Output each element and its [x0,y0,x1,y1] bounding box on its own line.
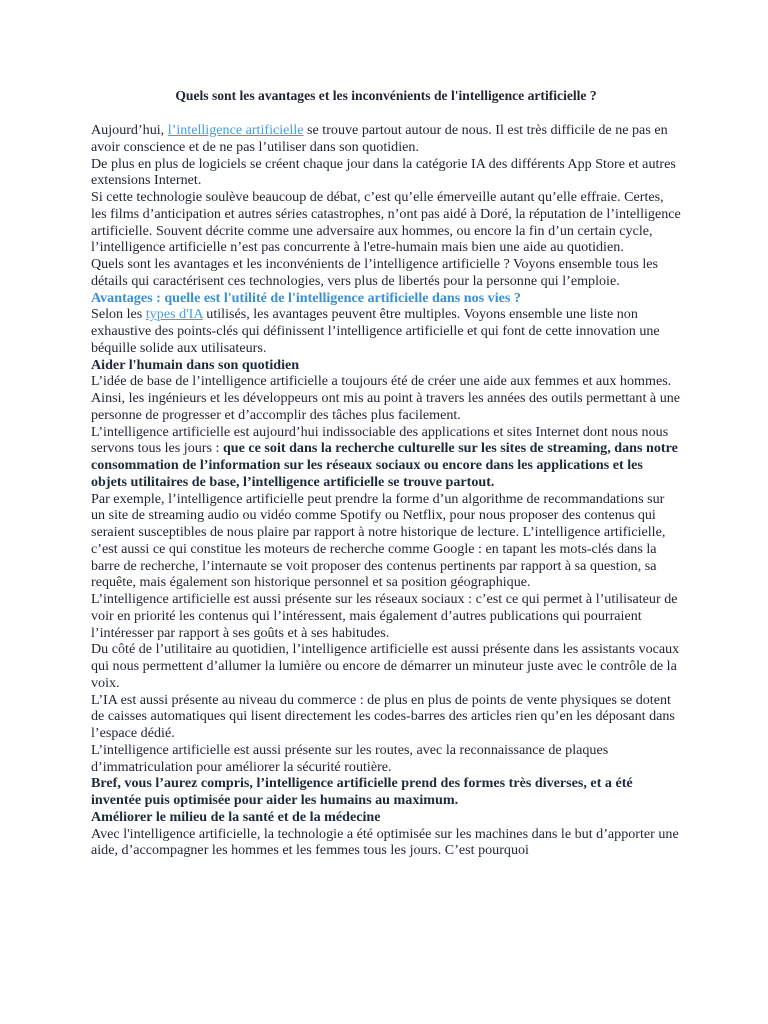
help-paragraph-4: L’intelligence artificielle est aussi présente sur les réseaux sociaux : c’est ce qui permet à l’utilisateur de voir en priorité les contenus qui l’intéressent, mais également d’autres publications qui pourraient l’intéresser par rapport à ses goûts et à ses habitudes. [91,591,678,641]
help-paragraph-1: L’idée de base de l’intelligence artificielle a toujours été de créer une aide aux femmes et aux hommes. Ainsi, les ingénieurs et les développeurs ont mis au point à travers les années des outils permettant à une personne de progresser et d’accomplir des tâches plus facilement. [91,373,681,423]
help-heading: Aider l'humain dans son quotidien [91,356,300,373]
advantages-text-after-link: utilisés, les avantages peuvent être multiples. Voyons ensemble une liste non exhaustive des points-clés qui définissent l’intelligence artificielle et qui font de cette innovation une béquille solide aux utilisateurs. [91,306,660,356]
help-paragraph-6: L’IA est aussi présente au niveau du commerce : de plus en plus de points de vente physiques se dotent de caisses automatiques qui lisent directement les codes-barres des articles rien qu’en les déposant dans l’espace dédié. [91,691,675,741]
advantages-text-before-link: Selon les [91,306,146,323]
document-title: Quels sont les avantages et les inconvénients de l'intelligence artificielle ? [175,88,597,103]
document-body [91,122,681,859]
help-paragraph-3: Par exemple, l’intelligence artificielle peut prendre la forme d’un algorithme de recommandations sur un site de streaming audio ou vidéo comme Spotify ou Netflix, pour nous proposer des contenus qui seraient susceptibles de nous plaire par rapport à notre historique de lecture. L’intelligence artificielle, c’est aussi ce qui constitue les moteurs de recherche comme Google : en tapant les mots-clés dans la barre de recherche, l’internaute se voit proposer des contenus pertinents par rapport à sa question, sa requête, mais également son historique personnel et sa position géographique. [91,490,666,591]
advantages-paragraph [91,306,681,356]
advantages-heading: Avantages : quelle est l'utilité de l'intelligence artificielle dans nos vies ? [91,289,521,306]
intro-paragraph-3: Si cette technologie soulève beaucoup de débat, c’est qu’elle émerveille autant qu’elle effraie. Certes, les films d’anticipation et autres séries catastrophes, n’ont pas aidé à Doré, la réputation de l’intelligence artificielle. Souvent décrite comme une adversaire aux hommes, ou encore la fin d’un certain cycle, l’intelligence artificielle n’est pas concurrente à l'etre-humain mais bien une aide au quotidien. [91,189,681,256]
intro-paragraph-1 [91,122,681,156]
intro-text-before-link: Aujourd’hui, [91,122,168,138]
health-heading: Améliorer le milieu de la santé et de la médecine [91,808,381,825]
help-paragraph-5: Du côté de l’utilitaire au quotidien, l’intelligence artificielle est aussi présente dans les assistants vocaux qui nous permettent d’allumer la lumière ou encore de démarrer un minuteur juste avec le contrôle de la voix. [91,641,680,691]
health-paragraph-1: Avec l'intelligence artificielle, la technologie a été optimisée sur les machines dans le but d’apporter une aide, d’accompagner les hommes et les femmes tous les jours. C’est pourquoi [91,825,679,859]
help-paragraph-2-text: L’intelligence artificielle est aujourd’hui indissociable des applications et sites Internet dont nous nous servons tous les jours : [91,423,669,457]
help-paragraph-2-bold: que ce soit dans la recherche culturelle sur les sites de streaming, dans notre consommation de l’information sur les réseaux sociaux ou encore dans les applications et les objets utilitaires de base, l’intelligence artificielle se trouve partout. [91,440,678,490]
intro-paragraph-4: Quels sont les avantages et les inconvénients de l’intelligence artificielle ? Voyons ensemble tous les détails qui caractérisent ces technologies, vers plus de libertés pour la personne qui l’emploie. [91,256,658,289]
intro-text-after-link: se trouve partout autour de nous. Il est très difficile de ne pas en avoir conscience et de ne pas l’utiliser dans son quotidien. [91,122,668,155]
help-paragraph-2 [91,424,681,491]
document-page [91,88,681,859]
link-intelligence-artificielle[interactable]: l’intelligence artificielle [167,122,304,138]
intro-paragraph-2: De plus en plus de logiciels se créent chaque jour dans la catégorie IA des différents App Store et autres extensions Internet. [91,155,676,189]
link-types-ia[interactable]: types d'IA [145,306,203,323]
help-paragraph-8-summary: Bref, vous l’aurez compris, l’intelligence artificielle prend des formes très diverses, et a été inventée puis optimisée pour aider les humains au maximum. [91,775,633,808]
help-paragraph-7: L’intelligence artificielle est aussi présente sur les routes, avec la reconnaissance de plaques d’immatriculation pour améliorer la sécurité routière. [91,741,609,775]
